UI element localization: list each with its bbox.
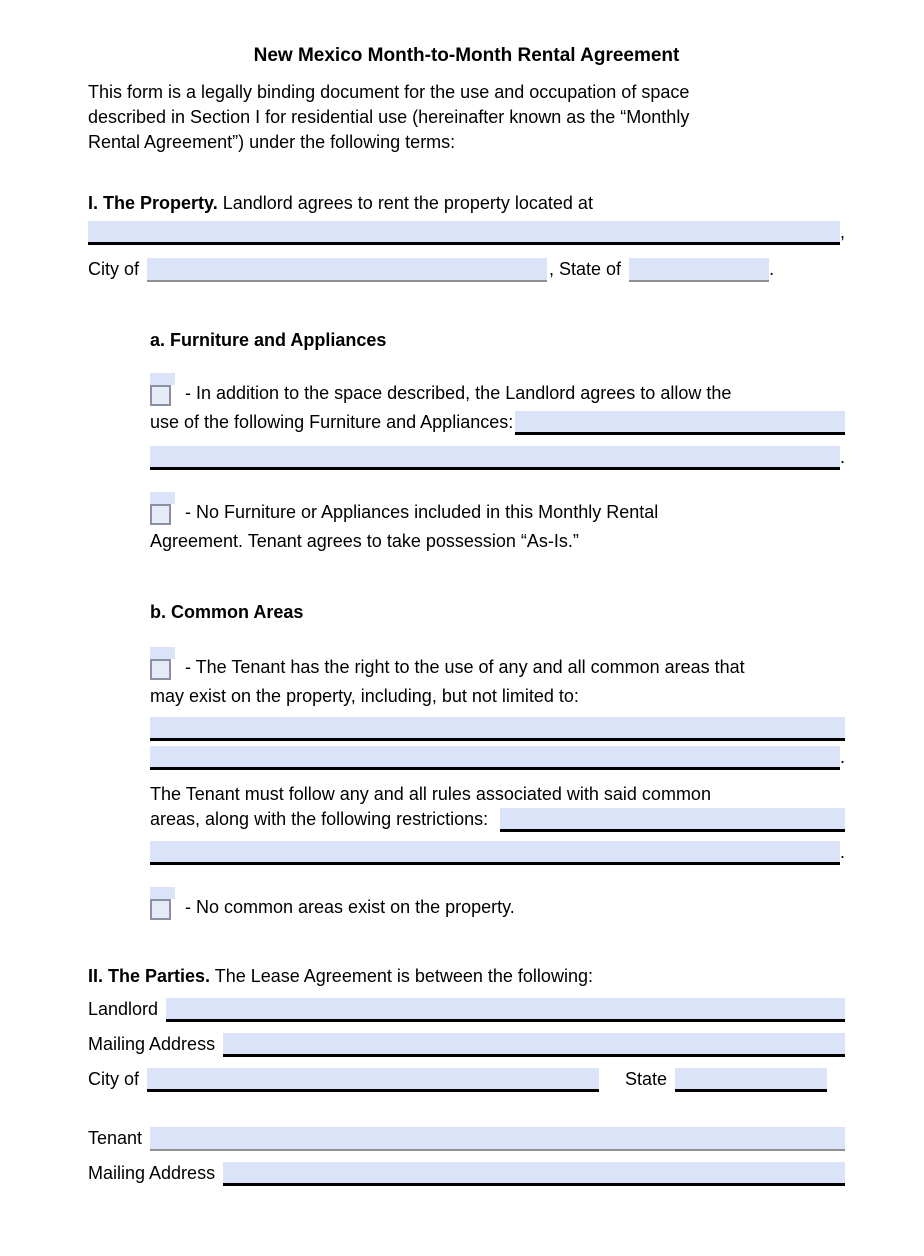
punct-comma: , (839, 222, 845, 242)
no-common-areas-checkbox[interactable] (150, 887, 175, 920)
tenant-name-row (88, 1126, 845, 1151)
restrictions-input-2[interactable] (150, 841, 840, 865)
common-areas-restrictions-row (150, 807, 845, 832)
checkbox-box (150, 385, 171, 406)
tenant-mailing-row (88, 1161, 845, 1186)
restrictions-input-1[interactable] (500, 808, 845, 832)
section-parties-heading (88, 964, 845, 989)
common-areas-none-option (150, 887, 845, 920)
landlord-mailing-label: Mailing Address (88, 1034, 216, 1054)
landlord-label: Landlord (88, 999, 159, 1019)
section-property-heading-number: I. The Property. (88, 193, 218, 213)
landlord-mailing-row (88, 1032, 845, 1057)
common-areas-checkbox[interactable] (150, 647, 175, 680)
common-areas-rules-line1: The Tenant must follow any and all rules associated with said common (150, 784, 711, 804)
landlord-city-state-row (88, 1067, 845, 1092)
page-title: New Mexico Month-to-Month Rental Agreement (253, 45, 680, 66)
furniture-none-option (150, 492, 845, 525)
common-areas-use-option (150, 647, 845, 680)
property-address-row (88, 220, 845, 245)
checkbox-highlight (150, 373, 175, 385)
furniture-include-text-line2: use of the following Furniture and Appliances: (150, 412, 514, 432)
checkbox-highlight (150, 492, 175, 504)
intro-line: Rental Agreement”) under the following terms: (88, 132, 456, 152)
landlord-state-label: State (625, 1069, 668, 1089)
checkbox-highlight (150, 887, 175, 899)
common-areas-use-text-line1: - The Tenant has the right to the use of any and all common areas that (185, 657, 745, 677)
section-parties-heading-number: II. The Parties. (88, 966, 211, 986)
common-areas-use-text-line2: may exist on the property, including, but not limited to: (150, 686, 579, 706)
punct-period: . (769, 259, 775, 279)
section-property-heading (88, 191, 845, 216)
furniture-none-text-line2: Agreement. Tenant agrees to take possession “As-Is.” (150, 531, 579, 551)
landlord-state-input[interactable] (675, 1068, 827, 1092)
property-city-state-row (88, 257, 845, 282)
common-areas-list-row-2 (150, 745, 845, 770)
tenant-mailing-label: Mailing Address (88, 1163, 216, 1183)
furniture-include-text-line1: - In addition to the space described, the Landlord agrees to allow the (185, 383, 732, 403)
furniture-include-option (150, 373, 845, 406)
common-areas-none-text: - No common areas exist on the property. (185, 897, 515, 917)
furniture-list-row-2 (150, 445, 845, 470)
property-address-input[interactable] (88, 221, 840, 245)
tenant-name-input[interactable] (150, 1127, 845, 1151)
furniture-list-row (150, 410, 845, 435)
tenant-mailing-address-input[interactable] (223, 1162, 845, 1186)
checkbox-box (150, 899, 171, 920)
intro-paragraph (88, 80, 845, 155)
no-furniture-checkbox[interactable] (150, 492, 175, 525)
intro-line: This form is a legally binding document for the use and occupation of space (88, 82, 690, 102)
section-property-heading-text: Landlord agrees to rent the property located at (217, 193, 593, 213)
checkbox-box (150, 504, 171, 525)
property-state-input[interactable] (629, 258, 769, 282)
landlord-name-input[interactable] (166, 998, 845, 1022)
landlord-city-label: City of (88, 1069, 140, 1089)
furniture-heading: a. Furniture and Appliances (150, 330, 387, 350)
furniture-none-text-line1: - No Furniture or Appliances included in this Monthly Rental (185, 502, 659, 522)
landlord-city-input[interactable] (147, 1068, 599, 1092)
landlord-name-row (88, 997, 845, 1022)
punct-period: . (839, 747, 845, 767)
checkbox-box (150, 659, 171, 680)
landlord-mailing-address-input[interactable] (223, 1033, 845, 1057)
furniture-list-input-1[interactable] (515, 411, 845, 435)
common-areas-rules-line2: areas, along with the following restrictions: (150, 809, 489, 829)
furniture-list-input-2[interactable] (150, 446, 840, 470)
furniture-included-checkbox[interactable] (150, 373, 175, 406)
property-subsections (150, 328, 845, 920)
common-areas-heading: b. Common Areas (150, 602, 304, 622)
common-areas-input-1[interactable] (150, 717, 845, 741)
common-areas-list-row-1 (150, 717, 845, 741)
property-city-label: City of (88, 259, 140, 279)
punct-period: . (839, 842, 845, 862)
tenant-label: Tenant (88, 1128, 143, 1148)
common-areas-restrictions-row-2 (150, 840, 845, 865)
property-city-input[interactable] (147, 258, 547, 282)
section-parties-heading-text: The Lease Agreement is between the following: (210, 966, 593, 986)
intro-line: described in Section I for residential use (hereinafter known as the “Monthly (88, 107, 690, 127)
punct-period: . (839, 447, 845, 467)
common-areas-input-2[interactable] (150, 746, 840, 770)
property-state-label: , State of (549, 259, 622, 279)
checkbox-highlight (150, 647, 175, 659)
